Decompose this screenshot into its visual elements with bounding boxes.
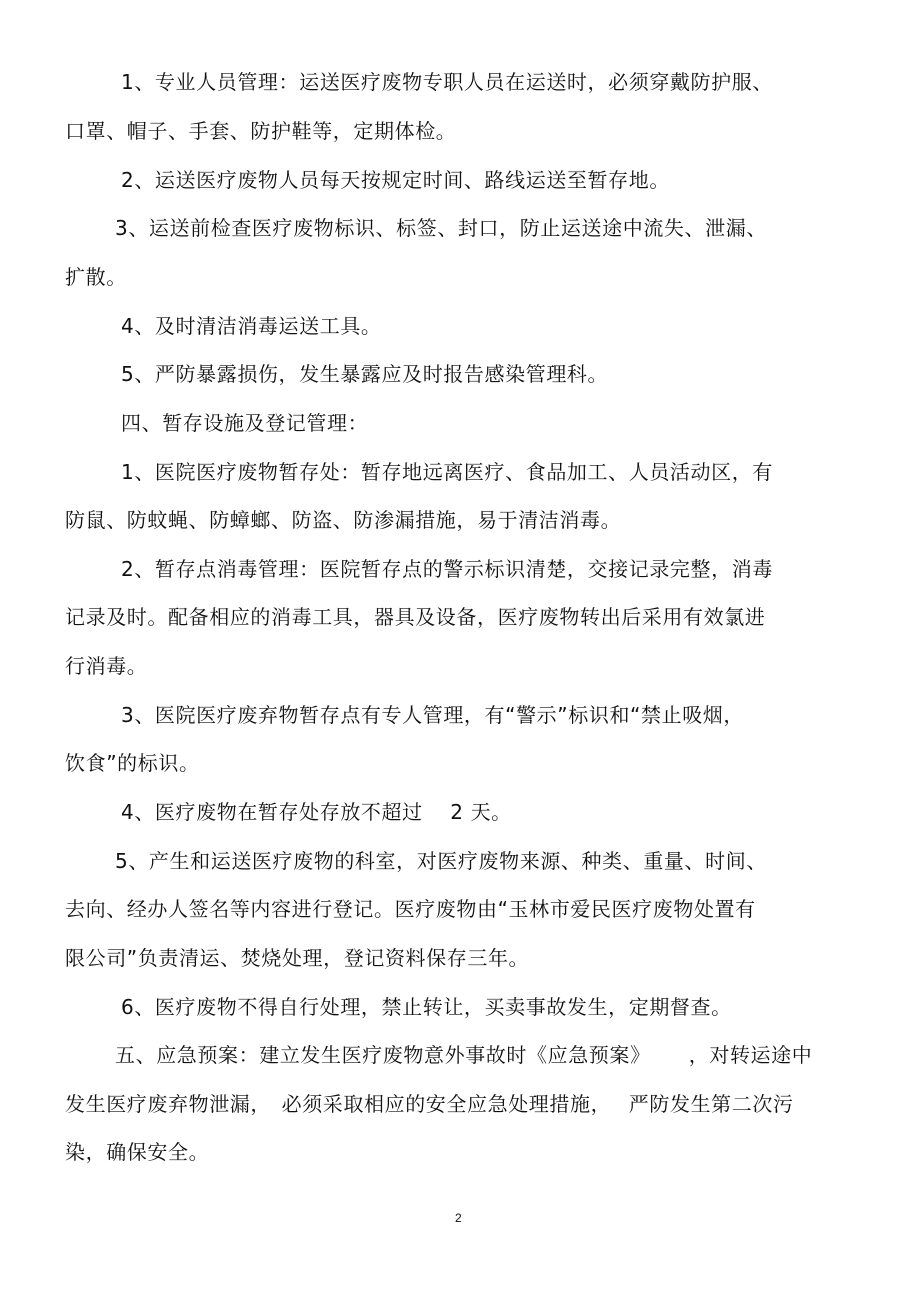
text-line: 口罩、帽子、手套、防护鞋等，定期体检。	[65, 119, 457, 143]
text-line: 染，确保安全。	[65, 1140, 210, 1164]
text-line: 3、运送前检查医疗废物标识、标签、封口，防止运送途中流失、泄漏、	[115, 216, 767, 240]
text-line: 防鼠、防蚊蝇、防蟑螂、防盗、防渗漏措施，易于清洁消毒。	[65, 508, 622, 532]
text-line: 2、运送医疗废物人员每天按规定时间、路线运送至暂存地。	[121, 168, 670, 192]
text-line: 4、及时清洁消毒运送工具。	[121, 314, 382, 338]
text-line: 行消毒。	[65, 654, 148, 678]
text-line: 3、医院医疗废弃物暂存点有专人管理，有“警示”标识和“禁止吸烟，	[121, 703, 745, 727]
text-line: 1、专业人员管理：运送医疗废物专职人员在运送时，必须穿戴防护服、	[121, 70, 773, 94]
text-line: 5、严防暴露损伤，发生暴露应及时报告感染管理科。	[121, 362, 609, 386]
text-line: 扩散。	[65, 265, 127, 289]
section-heading: 五、应急预案：建立发生医疗废物意外事故时《应急预案》 ，对转运途中	[115, 1043, 813, 1067]
text-line: 饮食”的标识。	[65, 751, 200, 775]
text-line: 5、产生和运送医疗废物的科室，对医疗废物来源、种类、重量、时间、	[115, 849, 767, 873]
text-line: 6、医疗废物不得自行处理，禁止转让，买卖事故发生，定期督查。	[121, 995, 732, 1019]
text-line: 记录及时。配备相应的消毒工具，器具及设备，医疗废物转出后采用有效氯进	[65, 605, 766, 629]
page-number: 2	[455, 1211, 462, 1225]
text-line: 去向、经办人签名等内容进行登记。医疗废物由“玉林市爱民医疗废物处置有	[65, 897, 756, 921]
text-line: 发生医疗废弃物泄漏， 必须采取相应的安全应急处理措施， 严防发生第二次污	[65, 1092, 794, 1116]
section-heading: 四、暂存设施及登记管理：	[121, 411, 369, 435]
text-line: 1、医院医疗废物暂存处：暂存地远离医疗、食品加工、人员活动区，有	[121, 460, 773, 484]
text-line: 限公司”负责清运、焚烧处理，登记资料保存三年。	[65, 946, 530, 970]
text-line: 2、暂存点消毒管理：医院暂存点的警示标识清楚，交接记录完整，消毒	[121, 557, 773, 581]
text-line: 4、医疗废物在暂存处存放不超过 2 天。	[121, 800, 512, 824]
